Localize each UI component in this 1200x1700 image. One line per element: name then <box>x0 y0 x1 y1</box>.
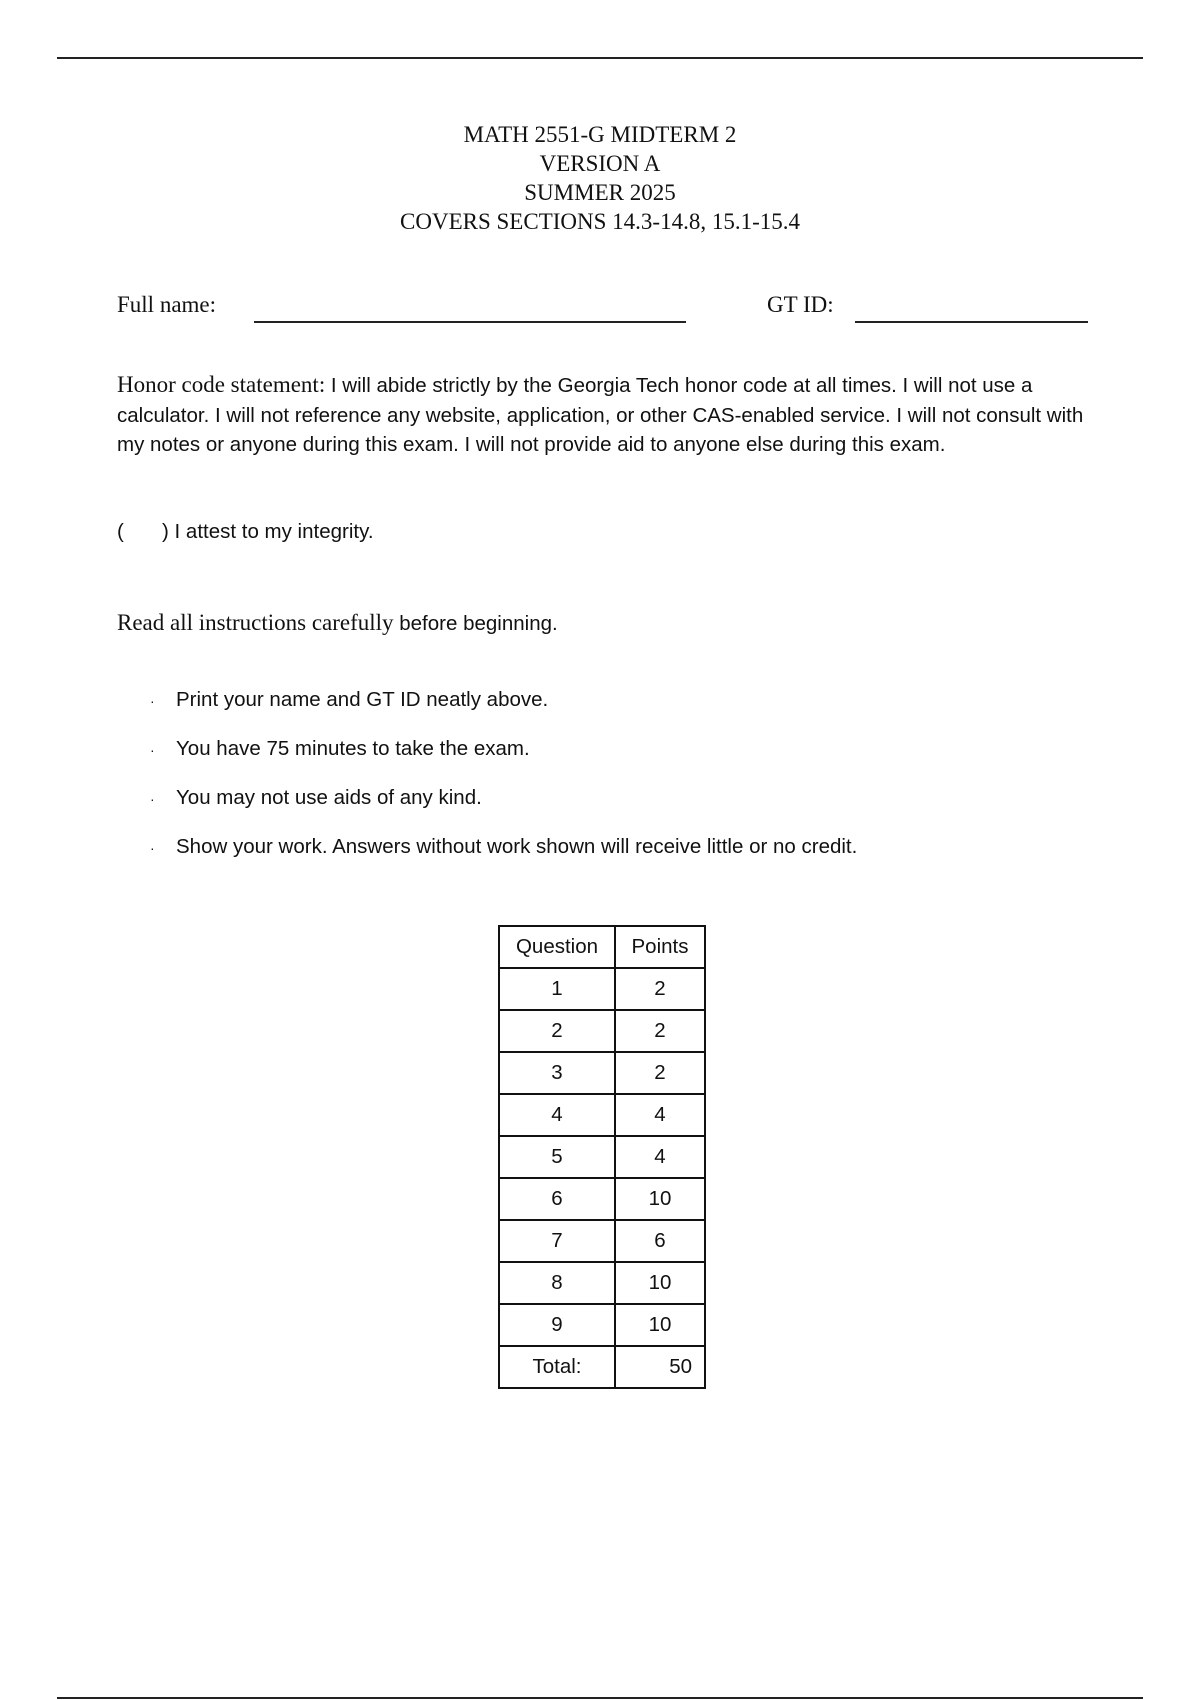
identity-row <box>117 292 1087 324</box>
honor-code-statement <box>117 370 1092 460</box>
attest-checkbox[interactable]: ( <box>117 520 124 543</box>
points-cell: 10 <box>615 1178 705 1220</box>
full-name-label: Full name: <box>117 292 217 317</box>
honor-code-text: I will abide strictly by the Georgia Tech honor code at all times. I will not use a calculator. I will not reference any website, application, or other CAS-enabled service. I will not consult with my notes or anyone during this exam. I will not provide aid to anyone else during this exam. <box>117 374 1084 456</box>
points-table <box>498 925 706 1389</box>
question-cell: 1 <box>499 968 615 1010</box>
instruction-text: Print your name and GT ID neatly above. <box>176 688 549 711</box>
bullet-icon: · <box>150 693 155 709</box>
top-rule <box>57 57 1143 59</box>
exam-header <box>0 120 1200 236</box>
instruction-text: Show your work. Answers without work shown will receive little or no credit. <box>176 835 858 858</box>
question-cell: 6 <box>499 1178 615 1220</box>
table-row <box>499 1178 705 1220</box>
instructions-heading-lead: Read all instructions carefully <box>117 610 394 635</box>
table-row <box>499 1262 705 1304</box>
points-cell: 10 <box>615 1304 705 1346</box>
instructions-heading <box>117 610 558 636</box>
table-row <box>499 1052 705 1094</box>
table-row <box>499 1220 705 1262</box>
exam-title: MATH 2551-G MIDTERM 2 <box>463 122 737 147</box>
exam-coverage: COVERS SECTIONS 14.3-14.8, 15.1-15.4 <box>400 209 800 234</box>
gt-id-label: GT ID: <box>767 292 834 317</box>
question-cell: 5 <box>499 1136 615 1178</box>
question-cell: 7 <box>499 1220 615 1262</box>
question-cell: 3 <box>499 1052 615 1094</box>
points-cell: 2 <box>615 1010 705 1052</box>
instruction-text: You have 75 minutes to take the exam. <box>176 737 530 760</box>
table-row <box>499 1010 705 1052</box>
total-label: Total: <box>499 1346 615 1388</box>
question-column-header: Question <box>499 926 615 968</box>
points-column-header: Points <box>615 926 705 968</box>
points-cell: 10 <box>615 1262 705 1304</box>
full-name-field[interactable] <box>254 321 686 323</box>
instructions-heading-rest: before beginning. <box>393 612 558 635</box>
attest-text: ) I attest to my integrity. <box>162 520 374 543</box>
bottom-rule <box>57 1697 1143 1699</box>
table-row <box>499 1094 705 1136</box>
exam-version: VERSION A <box>539 151 661 176</box>
points-cell: 2 <box>615 968 705 1010</box>
total-points: 50 <box>615 1346 705 1388</box>
bullet-icon: · <box>150 840 155 856</box>
table-total-row <box>499 1346 705 1388</box>
instructions-list <box>150 688 857 884</box>
instruction-text: You may not use aids of any kind. <box>176 786 482 809</box>
points-cell: 4 <box>615 1094 705 1136</box>
table-row <box>499 1136 705 1178</box>
bullet-icon: · <box>150 742 155 758</box>
list-item <box>150 835 857 884</box>
gt-id-field[interactable] <box>855 321 1088 323</box>
honor-code-lead: Honor code statement: <box>117 372 326 397</box>
list-item <box>150 688 857 737</box>
question-cell: 8 <box>499 1262 615 1304</box>
question-cell: 2 <box>499 1010 615 1052</box>
list-item <box>150 786 857 835</box>
table-row <box>499 1304 705 1346</box>
table-header-row <box>499 926 705 968</box>
table-row <box>499 968 705 1010</box>
bullet-icon: · <box>150 791 155 807</box>
question-cell: 4 <box>499 1094 615 1136</box>
points-cell: 6 <box>615 1220 705 1262</box>
points-cell: 2 <box>615 1052 705 1094</box>
question-cell: 9 <box>499 1304 615 1346</box>
points-cell: 4 <box>615 1136 705 1178</box>
list-item <box>150 737 857 786</box>
attest-checkbox-row[interactable] <box>117 520 374 544</box>
exam-term: SUMMER 2025 <box>524 180 676 205</box>
